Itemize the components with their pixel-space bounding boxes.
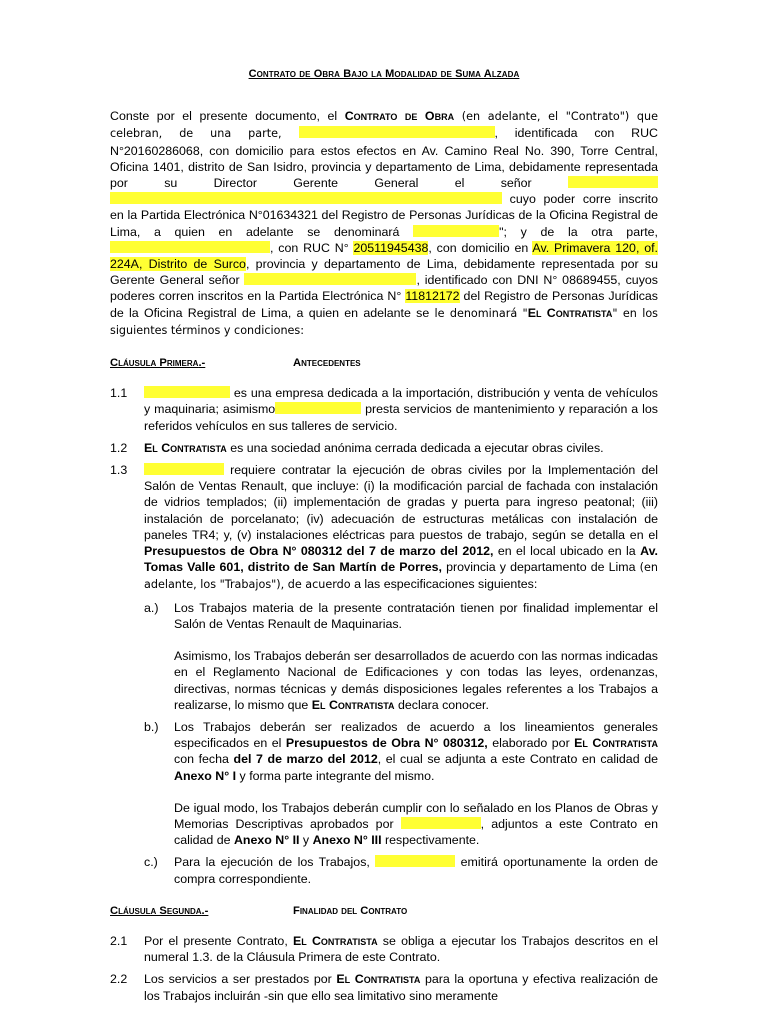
- contratista-term: El Contratista: [311, 697, 395, 712]
- contratista-term: El Contratista: [336, 972, 421, 987]
- highlighted-partida: 11812172: [405, 289, 460, 304]
- intro-text: , identificada con RUC N°20160286068, con domicilio para estos efectos en Av. Camino Real No. 390, Torre Central, Oficina 1401, distrito de San Isidro, provincia y departamento de Lima, debidamente representada por su Director Gerente General el señor: [110, 126, 659, 191]
- item-1-2: 1.2 El Contratista es una sociedad anónima cerrada dedicada a ejecutar obras civiles.: [110, 440, 604, 455]
- item-1-1: 1.1 es una empresa dedicada a la importación, distribución y venta de vehículos y maquinaria; asimismo presta servicios de mantenimiento y reparación a los referidos vehículos en sus talleres de servicio.: [110, 386, 658, 433]
- intro-text: (en adelante, el "Contrato") que celebran, de una parte,: [110, 110, 658, 141]
- clause-title: Finalidad del Contrato: [293, 904, 408, 917]
- sub-item-b: b.) Los Trabajos deberán ser realizados de acuerdo a los lineamientos generales especificados en el Presupuestos de Obra N° 080312, elaborado por El Contratista con fecha del 7 de marzo del 2012, el cual se adjunta a este Contrato en calidad de Anexo N° I y forma parte integrante del mismo. De igual modo, los Trabajos deberán cumplir con lo señalado en los Planos de Obras y Memorias Descriptivas aprobados por , adjuntos a este Contrato en calidad de Anexo N° II y Anexo N° III respectivamente.: [144, 719, 658, 848]
- item-1-3: 1.3 requiere contratar la ejecución de obras civiles por la Implementación del Salón de Ventas Renault, que incluye: (i) la modificación parcial de fachada con instalación de vidrios templados; (ii) implementación de gradas y puerta para ingreso peatonal; (iii) instalación de porcelanato; (iv) adecuación de estructuras metálicas con instalación de paneles TR4; y, (v) instalaciones eléctricas para puestos de trabajo, según se detalla en el Presupuestos de Obra N° 080312 del 7 de marzo del 2012, en el local ubicado en la Av. Tomas Valle 601, distrito de San Martín de Porres, provincia y departamento de Lima (en adelante, los "Trabajos"), de acuerdo a las especificaciones siguientes: a.) Los Trabajos materia de la presente contratación tienen por finalidad implementar el Salón de Ventas Renault de Maquinarias. Asimismo, los Trabajos deberán ser desarrollados de acuerdo con las normas indicadas en el Reglamento Nacional de Edificaciones y con todas las leyes, ordenanzas, directivas, normas técnicas y demás disposiciones legales referentes a los Trabajos a realizarse, lo mismo que El Contratista declara conocer. b.) Los Trabajos deberán ser realizados de acuerdo a los lineamientos generales especificados en el Presupuestos de Obra N° 080312, elaborado por El Contratista con fecha del 7 de marzo del 2012, el cual se adjunta a este Contrato en calidad de Anexo N° I y forma parte integrante del mismo. De igual modo, los Trabajos deberán cumplir con lo señalado en los Planos de Obras y Memorias Descriptivas aprobados por , adjuntos a este Contrato en calidad de Anexo N° II y Anexo N° III respectivamente. c.) Para la ejecución de los Trabajos, emitirá oportunamente la orden de compra correspondiente.: [110, 463, 658, 886]
- intro-paragraph: [110, 108, 658, 339]
- intro-text: del Registro de Personas Jurídicas de la Oficina Registral de Lima, a quien en adelante se: [110, 289, 658, 320]
- contratista-term: El Contratista: [292, 933, 378, 948]
- intro-text: , identificado con DNI N° 08689455, cuyos poderes corren inscritos en la Partida Electrónica N°: [110, 273, 658, 304]
- sub-item-a: a.) Los Trabajos materia de la presente contratación tienen por finalidad implementar el Salón de Ventas Renault de Maquinarias. Asimismo, los Trabajos deberán ser desarrollados de acuerdo con las normas indicadas en el Reglamento Nacional de Edificaciones y con todas las leyes, ordenanzas, directivas, normas técnicas y demás disposiciones legales referentes a los Trabajos a realizarse, lo mismo que El Contratista declara conocer.: [144, 600, 658, 712]
- redacted-field: [110, 192, 502, 204]
- redacted-field: [144, 386, 230, 398]
- redacted-field: [110, 241, 270, 253]
- intro-text: "; y de la otra parte,: [499, 224, 658, 239]
- redacted-field: [413, 225, 499, 237]
- intro-text: Conste por el presente documento, el: [110, 109, 345, 124]
- intro-text: , provincia y departamento de Lima, debidamente representada por su Gerente General señor: [110, 257, 658, 288]
- redacted-field: [299, 126, 495, 138]
- intro-text: , con domicilio en: [428, 240, 533, 255]
- clause-label: Cláusula Primera: [110, 357, 199, 370]
- sub-item-c: c.) Para la ejecución de los Trabajos, emitirá oportunamente la orden de compra correspondiente.: [144, 855, 658, 886]
- clause-label: Cláusula Segunda: [110, 904, 202, 917]
- redacted-field: [568, 176, 658, 188]
- intro-text: cuyo poder corre inscrito en la Partida Electrónica N°01634321 del Registro de Personas Jurídicas de la Oficina Registral de Lima, a quien en adelante se denominará: [110, 192, 658, 239]
- redacted-field: [144, 463, 224, 475]
- redacted-field: [244, 273, 416, 285]
- highlighted-ruc: 20511945438: [353, 240, 429, 255]
- contratista-term: El Contratista: [574, 736, 658, 751]
- redacted-field: [375, 855, 455, 867]
- intro-text: " en los siguientes términos y condiciones:: [110, 306, 659, 337]
- clause-2-heading: Cláusula Segunda.- Finalidad del Contrato: [110, 903, 658, 919]
- contratista-term: El Contratista: [144, 440, 227, 455]
- intro-text: le denominará ": [434, 306, 528, 320]
- clause-title: Antecedentes: [293, 357, 361, 370]
- item-2-2: 2.2 Los servicios a ser prestados por El Contratista para la oportuna y efectiva realización de los Trabajos incluirán -sin que ello sea limitativo sino meramente: [110, 972, 658, 1003]
- contratista-term: El Contratista: [527, 305, 613, 320]
- redacted-field: [401, 817, 481, 829]
- contract-title: Contrato de Obra Bajo la Modalidad de Suma Alzada: [248, 68, 520, 80]
- item-2-1: 2.1 Por el presente Contrato, El Contratista se obliga a ejecutar los Trabajos descritos en el numeral 1.3. de la Cláusula Primera de este Contrato.: [110, 933, 659, 965]
- clause-1-heading: Cláusula Primera.- Antecedentes: [110, 355, 658, 371]
- highlighted-address: Av. Primavera 120, of. 224A, Distrito de Surco: [110, 240, 658, 272]
- redacted-field: [275, 402, 361, 414]
- intro-text: , con RUC N°: [270, 240, 354, 255]
- contract-term: Contrato de Obra: [344, 109, 455, 124]
